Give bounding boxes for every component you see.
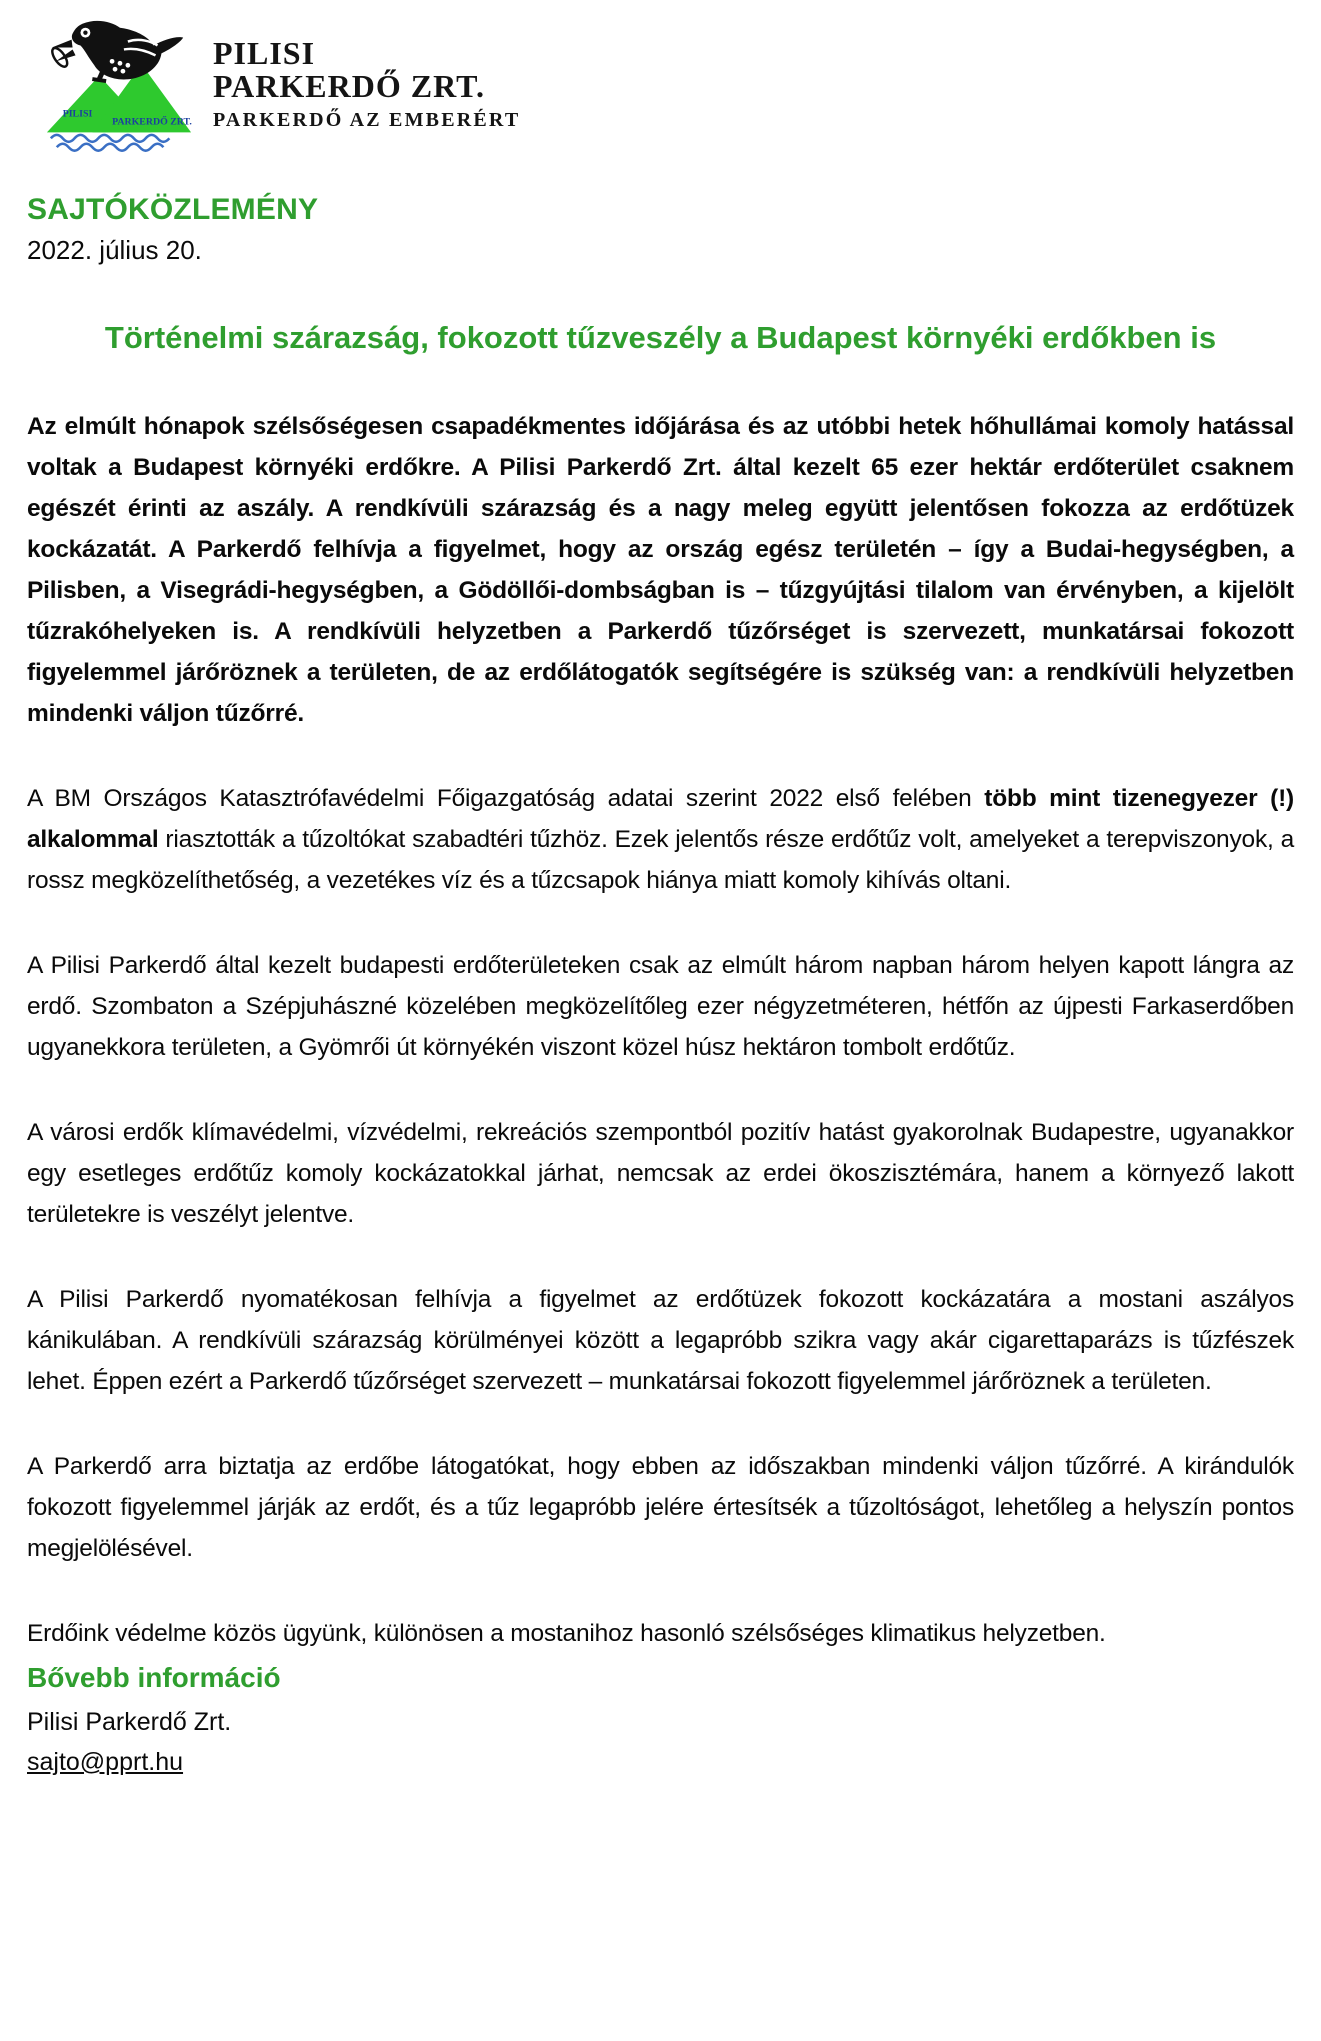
brand-tagline: PARKERDŐ AZ EMBERÉRT (213, 108, 521, 131)
brand-name-line2: PARKERDŐ ZRT. (213, 68, 486, 105)
lead-paragraph: Az elmúlt hónapok szélsőségesen csapadékmentes időjárása és az utóbbi hetek hőhullámai komoly hatással voltak a Budapest környéki erdőkre. A Pilisi Parkerdő Zrt. által kezelt 65 ezer hektár erdőterület csaknem egészét érinti az aszály. A rendkívüli szárazság és a nagy meleg együtt jelentősen fokozza az erdőtüzek kockázatát. A Parkerdő felhívja a figyelmet, hogy az ország egész területén – így a Budai-hegységben, a Pilisben, a Visegrádi-hegységben, a Gödöllői-dombságban is – tűzgyújtási tilalom van érvényben, a kijelölt tűzrakóhelyeken is. A rendkívüli helyzetben a Parkerdő tűzőrséget is szervezett, munkatársai fokozott figyelemmel járőröznek a területen, de az erdőlátogatók segítségére is szükség van: a rendkívüli helyzetben mindenki váljon tűzőrré. (27, 413, 1294, 727)
paragraph-recent-fires: A Pilisi Parkerdő által kezelt budapesti erdőterületeken csak az elmúlt három napban három helyen kapott lángra az erdő. Szombaton a Szépjuhászné közelében megközelítőleg ezer négyzetméteren, hétfőn az újpesti Farkaserdőben ugyanekkora területen, a Gyömrői út környékén viszont közel húsz hektáron tombolt erdőtűz. (27, 952, 1294, 1061)
hill-label-left: PILISI (62, 108, 93, 120)
contact-email (27, 1742, 1294, 1782)
brand-name-line1: PILISI (213, 35, 316, 71)
brand-wordmark (213, 37, 520, 132)
paragraph-visitor-appeal: A Parkerdő arra biztatja az erdőbe látogatókat, hogy ebben az időszakban mindenki váljon tűzőrré. A kirándulók fokozott figyelemmel járják az erdőt, és a tűz legapróbb jelére értesítsék a tűzoltóságot, lehetőleg a helyszín pontos megjelölésével. (27, 1453, 1294, 1562)
company-logo (39, 15, 1294, 157)
article-body (27, 406, 1294, 1654)
company-name: Pilisi Parkerdő Zrt. (27, 1708, 232, 1736)
page-title: Történelmi szárazság, fokozott tűzveszély a Budapest környéki erdőkben is (104, 320, 1217, 355)
release-date: 2022. július 20. (27, 235, 202, 265)
bird-and-hills-logo-icon (39, 15, 197, 157)
paragraph-fire-statistics (27, 778, 1294, 901)
more-info-heading: Bővebb információ (27, 1662, 281, 1693)
contact-email-link[interactable]: sajto@pprt.hu (27, 1748, 184, 1776)
paragraph-risk-warning: A Pilisi Parkerdő nyomatékosan felhívja a figyelmet az erdőtüzek fokozott kockázatára a mostani aszályos kánikulában. A rendkívüli szárazság körülményei között a legapróbb szikra vagy akár cigarettaparázs is tűzfészek lehet. Éppen ezért a Parkerdő tűzőrséget szervezett – munkatársai fokozott figyelemmel járőröznek a területen. (27, 1286, 1294, 1395)
water-waves-icon (51, 135, 170, 151)
hill-label-right: PARKERDŐ ZRT. (112, 116, 192, 128)
paragraph-fire-statistics-pre: A BM Országos Katasztrófavédelmi Főigazgatóság adatai szerint 2022 első felében (27, 785, 985, 812)
paragraph-fire-statistics-post: riasztották a tűzoltókat szabadtéri tűzhöz. Ezek jelentős része erdőtűz volt, amelyeket a terepviszonyok, a rossz megközelíthetőség, a vezetékes víz és a tűzcsapok hiánya miatt komoly kihívás oltani. (27, 826, 1294, 894)
bird-icon (49, 21, 183, 81)
paragraph-fire-statistics-bold: több mint tizenegyezer (!) alkalommal (27, 785, 1294, 853)
paragraph-urban-forests: A városi erdők klímavédelmi, vízvédelmi, rekreációs szempontból pozitív hatást gyakorolnak Budapestre, ugyanakkor egy esetleges erdőtűz komoly kockázatokkal járhat, nemcsak az erdei ökoszisztémára, hanem a környező lakott területekre is veszélyt jelentve. (27, 1119, 1294, 1228)
paragraph-closing: Erdőink védelme közös ügyünk, különösen a mostanihoz hasonló szélsőséges klimatikus helyzetben. (27, 1620, 1106, 1647)
press-release-kicker: SAJTÓKÖZLEMÉNY (27, 193, 319, 226)
